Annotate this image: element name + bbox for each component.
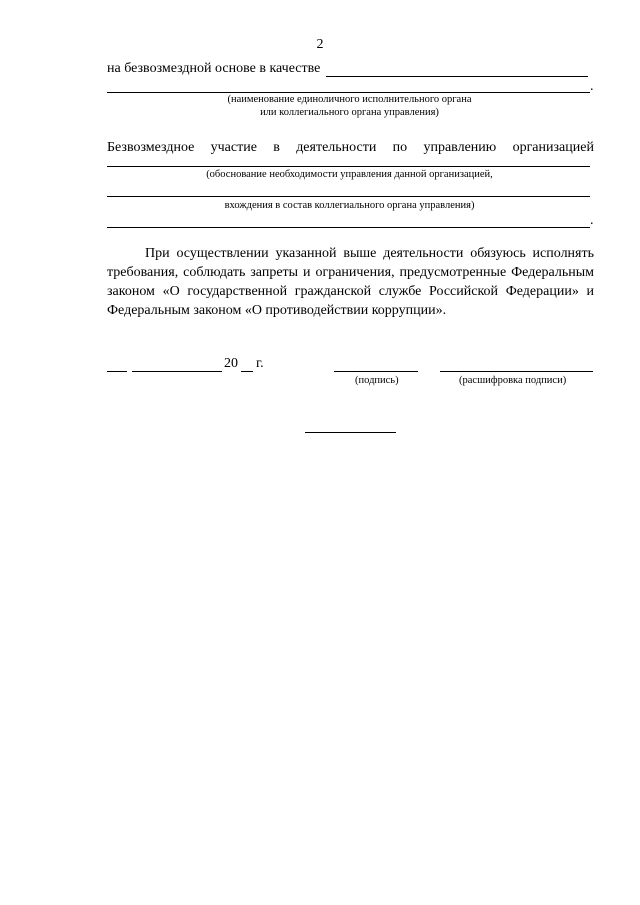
organ-caption-line-1: (наименование единоличного исполнительного органа	[227, 94, 472, 105]
date-year-suffix: г.	[256, 356, 264, 371]
obligation-paragraph: При осуществлении указанной выше деятельности обязуюсь исполнять требования, соблюдать запреты и ограничения, предусмотренные Федеральным законом «О государственной гражданской службе Российской Федерации» и Федеральным законом «О противодействии коррупции».	[107, 246, 594, 318]
reason-rule-1[interactable]	[107, 166, 590, 167]
date-year-rule[interactable]	[241, 371, 253, 372]
reason-caption-line-2: вхождения в состав коллегиального органа управления)	[224, 200, 475, 211]
organ-caption-line-2: или коллегиального органа управления)	[260, 107, 439, 118]
signature-caption: (подпись)	[355, 375, 399, 386]
date-year-prefix: 20	[224, 356, 238, 371]
reason-dot: .	[590, 213, 594, 228]
organ-name-dot: .	[590, 79, 594, 94]
participation-word: Безвозмездное	[107, 140, 195, 155]
participation-word: деятельности	[296, 140, 377, 155]
date-month-rule[interactable]	[132, 371, 222, 372]
page-number: 2	[316, 37, 324, 52]
organ-name-rule[interactable]	[107, 92, 590, 93]
participation-line	[107, 140, 594, 156]
reason-caption-line-1: (обоснование необходимости управления данной организацией,	[206, 169, 493, 180]
signature-decoding-caption: (расшифровка подписи)	[459, 375, 567, 386]
date-day-rule[interactable]	[107, 371, 127, 372]
closing-separator-rule	[305, 432, 396, 433]
participation-word: участие	[210, 140, 257, 155]
capacity-blank-rule[interactable]	[326, 76, 588, 77]
participation-word: организацией	[512, 140, 594, 155]
reason-rule-3[interactable]	[107, 227, 590, 228]
reason-rule-2[interactable]	[107, 196, 590, 197]
capacity-prefix: на безвозмездной основе в качестве	[107, 61, 321, 76]
participation-word: по	[392, 140, 408, 155]
signature-rule[interactable]	[334, 371, 418, 372]
signature-decoding-rule[interactable]	[440, 371, 593, 372]
participation-word: управлению	[423, 140, 497, 155]
participation-word: в	[273, 140, 280, 155]
